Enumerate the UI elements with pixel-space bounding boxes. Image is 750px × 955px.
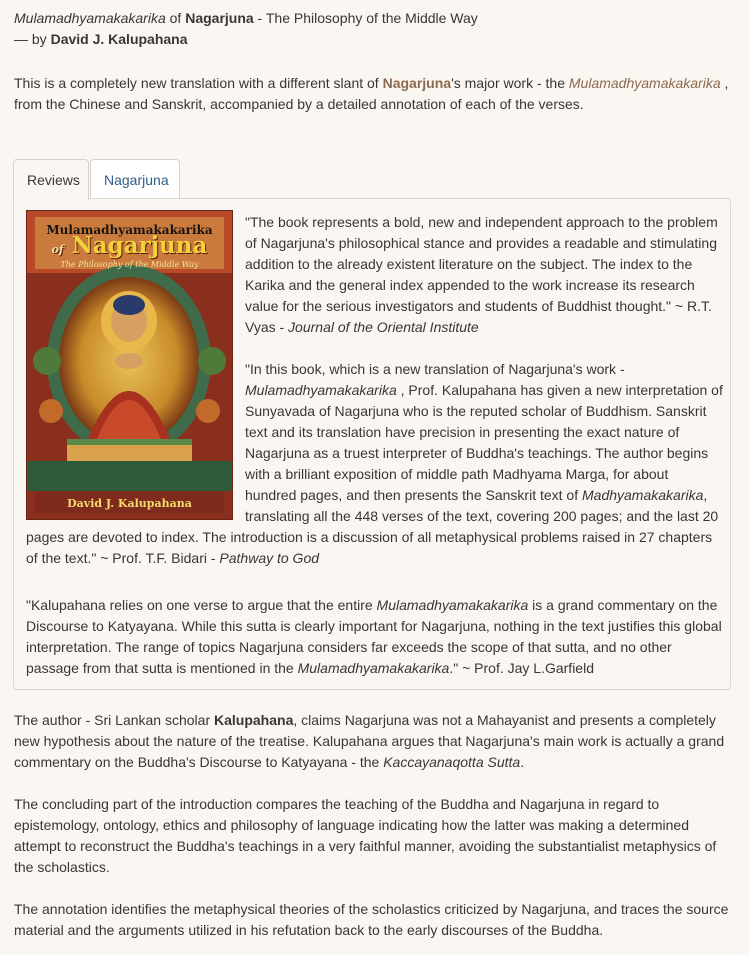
review-bidari-text-4: pages are devoted to index. The introduction is a discussion of all metaphysical problems raised in 27 chapters of the text." ~ Prof. T.F. Bidari - (26, 529, 713, 566)
body-1-text-2: , claims Nagarjuna was not a Mahayanist and presents a completely new hypothesis about the nature of the treatise. Kalupahana argues that Nagarjuna's main work is actually a grand commentary on the Buddha's Discourse to Katyayana - the (14, 712, 725, 770)
tab-reviews[interactable]: Reviews (13, 159, 89, 200)
cover-subtitle: The Philosophy of the Middle Way (60, 260, 199, 269)
nagarjuna-link[interactable]: Nagarjuna (382, 75, 452, 91)
review-vyas-text: "The book represents a bold, new and independent approach to the problem of Nagarjuna's philosophical stance and provides a readable and stimulating addition to the already existent literature on the subject. The index to the Karika and the general index appended to the work increase its research value for the serious investigators and students of Buddhist thought." ~ R.T. Vyas - (245, 214, 718, 335)
book-title: Mulamadhyamakakarika (14, 10, 166, 26)
intro-text-1: This is a completely new translation with a different slant of (14, 75, 383, 91)
cover-author: David J. Kalupahana (67, 497, 192, 510)
review-bidari-continued (26, 527, 722, 569)
cover-title: Mulamadhyamakakarika (46, 223, 213, 237)
author-name: David J. Kalupahana (50, 31, 188, 47)
body-1-bold: Kalupahana (214, 712, 294, 728)
body-1-text-3: . (520, 754, 525, 770)
review-bidari-ital-2: Madhyamakakarika (582, 487, 704, 503)
title-block (14, 8, 734, 50)
body-1-text-1: The author - Sri Lankan scholar (14, 712, 214, 728)
title-of: of (165, 10, 186, 26)
body-paragraph-author (14, 710, 736, 773)
book-title-line (14, 8, 734, 29)
tab-nagarjuna[interactable]: Nagarjuna (90, 159, 180, 198)
title-subtitle: - The Philosophy of the Middle Way (253, 10, 478, 26)
reviews-panel (13, 198, 731, 690)
review-garfield-ital-2: Mulamadhyamakakarika (297, 660, 450, 676)
intro-text-2: 's major work - the (451, 75, 569, 91)
review-bidari-text-3: , translating all the 448 verses of the text, covering 200 pages; and the last 20 (245, 487, 719, 524)
byline (14, 29, 734, 50)
body-paragraph-conclusion: The concluding part of the introduction compares the teaching of the Buddha and Nagarjuna in regard to epistemology, ontology, ethics and philosophy of language indicating how the latter was making a determined attempt to reconstruct the Buddha's teachings in a very faithful manner, avoiding the substantialist metaphysics of the scholastics. (14, 796, 717, 875)
review-garfield-text-2: is a grand commentary on the Discourse to Katyayana. While this sutta is clearly important for Nagarjuna, nothing in the text justifies this global interpretation. The range of topics Nagarjuna considers far exceeds the scope of that sutta, and no other passage from that sutta is mentioned in the (26, 597, 722, 676)
intro-text-3: , from the Chinese and Sanskrit, accompanied by a detailed annotation of each of the verses. (14, 75, 729, 112)
review-bidari-source: Pathway to God (219, 550, 320, 566)
review-bidari (245, 359, 723, 527)
review-garfield-text-3: ." ~ Prof. Jay L.Garfield (449, 660, 594, 676)
review-garfield-text-1: "Kalupahana relies on one verse to argue that the entire (26, 597, 377, 613)
body-paragraph-annotation: The annotation identifies the metaphysical theories of the scholastics criticized by Nagarjuna, and traces the source material and the arguments utilized in his refutation back to the early discourses of the Buddha. (14, 901, 729, 938)
review-vyas-source: Journal of the Oriental Institute (288, 319, 479, 335)
review-bidari-text-2: , Prof. Kalupahana has given a new interpretation of Sunyavada of Nagarjuna who is the reputed scholar of Buddhism. Sanskrit text and its translation have precision in presenting the exact nature of Nagarjuna as a truest interpreter of Buddha's teachings. The author begins with a brilliant exposition of middle path Madhyama Marga, for about hundred pages, and then presents the Sanskrit text of (245, 382, 723, 503)
review-bidari-ital-1: Mulamadhyamakakarika (245, 382, 397, 398)
intro-paragraph (14, 73, 734, 115)
title-subject: Nagarjuna (185, 10, 254, 26)
cover-of: of (51, 243, 64, 256)
review-bidari-text-1: "In this book, which is a new translation of Nagarjuna's work - (245, 361, 625, 377)
byline-prefix: — by (14, 31, 51, 47)
cover-name-text: Nagarjuna (71, 232, 208, 259)
review-garfield-ital-1: Mulamadhyamakakarika (376, 597, 529, 613)
cover-name (27, 233, 232, 263)
review-garfield (26, 595, 722, 679)
mulamadhyamakakarika-link[interactable]: Mulamadhyamakakarika (568, 75, 721, 91)
body-1-ital: Kaccayanaqotta Sutta (383, 754, 521, 770)
review-vyas (245, 212, 723, 338)
book-cover-image (26, 210, 233, 520)
